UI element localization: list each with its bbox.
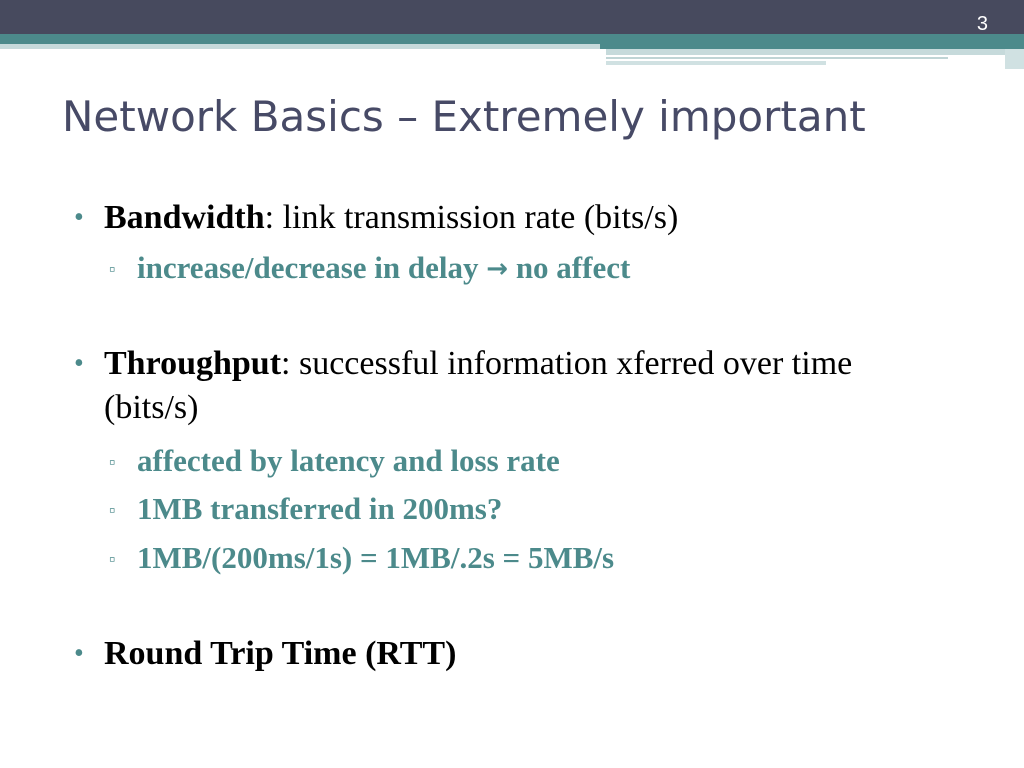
right-arrow-icon: → bbox=[486, 254, 509, 284]
sub-bullet-text-after: no affect bbox=[515, 250, 631, 285]
bullet-text: : successful information xferred over time (bits/s) bbox=[104, 345, 853, 426]
bullet-text: : link transmission rate (bits/s) bbox=[264, 199, 679, 236]
sub-bullet-text: affected by latency and loss rate bbox=[137, 443, 560, 478]
slide-title: Network Basics – Extremely important bbox=[62, 92, 866, 141]
header-accent-stripe-2 bbox=[606, 61, 826, 65]
bullet-dot-icon: • bbox=[74, 202, 84, 233]
bullet-bandwidth bbox=[74, 196, 934, 240]
bullet-square-icon: ▫ bbox=[109, 259, 116, 279]
header-accent-corner bbox=[1005, 49, 1024, 69]
bullet-square-icon: ▫ bbox=[109, 452, 116, 472]
sub-bullet-latency bbox=[109, 441, 937, 481]
bullet-throughput bbox=[74, 342, 924, 430]
bullet-term: Bandwidth bbox=[104, 199, 265, 236]
header-bar bbox=[0, 0, 1024, 34]
bullet-term: Round Trip Time (RTT) bbox=[104, 635, 457, 672]
header-accent-line bbox=[606, 57, 948, 59]
sub-bullet-text: increase/decrease in delay bbox=[137, 250, 479, 285]
sub-bullet-text: 1MB/(200ms/1s) = 1MB/.2s = 5MB/s bbox=[137, 540, 615, 575]
sub-bullet-delay bbox=[109, 248, 937, 289]
slide-number: 3 bbox=[976, 13, 988, 35]
sub-bullet-transfer bbox=[109, 489, 937, 529]
sub-bullet-text: 1MB transferred in 200ms? bbox=[137, 491, 503, 526]
bullet-dot-icon: • bbox=[74, 638, 84, 669]
bullet-dot-icon: • bbox=[74, 348, 84, 379]
sub-bullet-calculation bbox=[109, 538, 937, 578]
header-accent-band-light bbox=[0, 44, 600, 49]
bullet-term: Throughput bbox=[104, 345, 282, 382]
bullet-square-icon: ▫ bbox=[109, 500, 116, 520]
bullet-rtt bbox=[74, 632, 934, 676]
bullet-square-icon: ▫ bbox=[109, 549, 116, 569]
header-accent-stripe bbox=[606, 49, 1024, 55]
